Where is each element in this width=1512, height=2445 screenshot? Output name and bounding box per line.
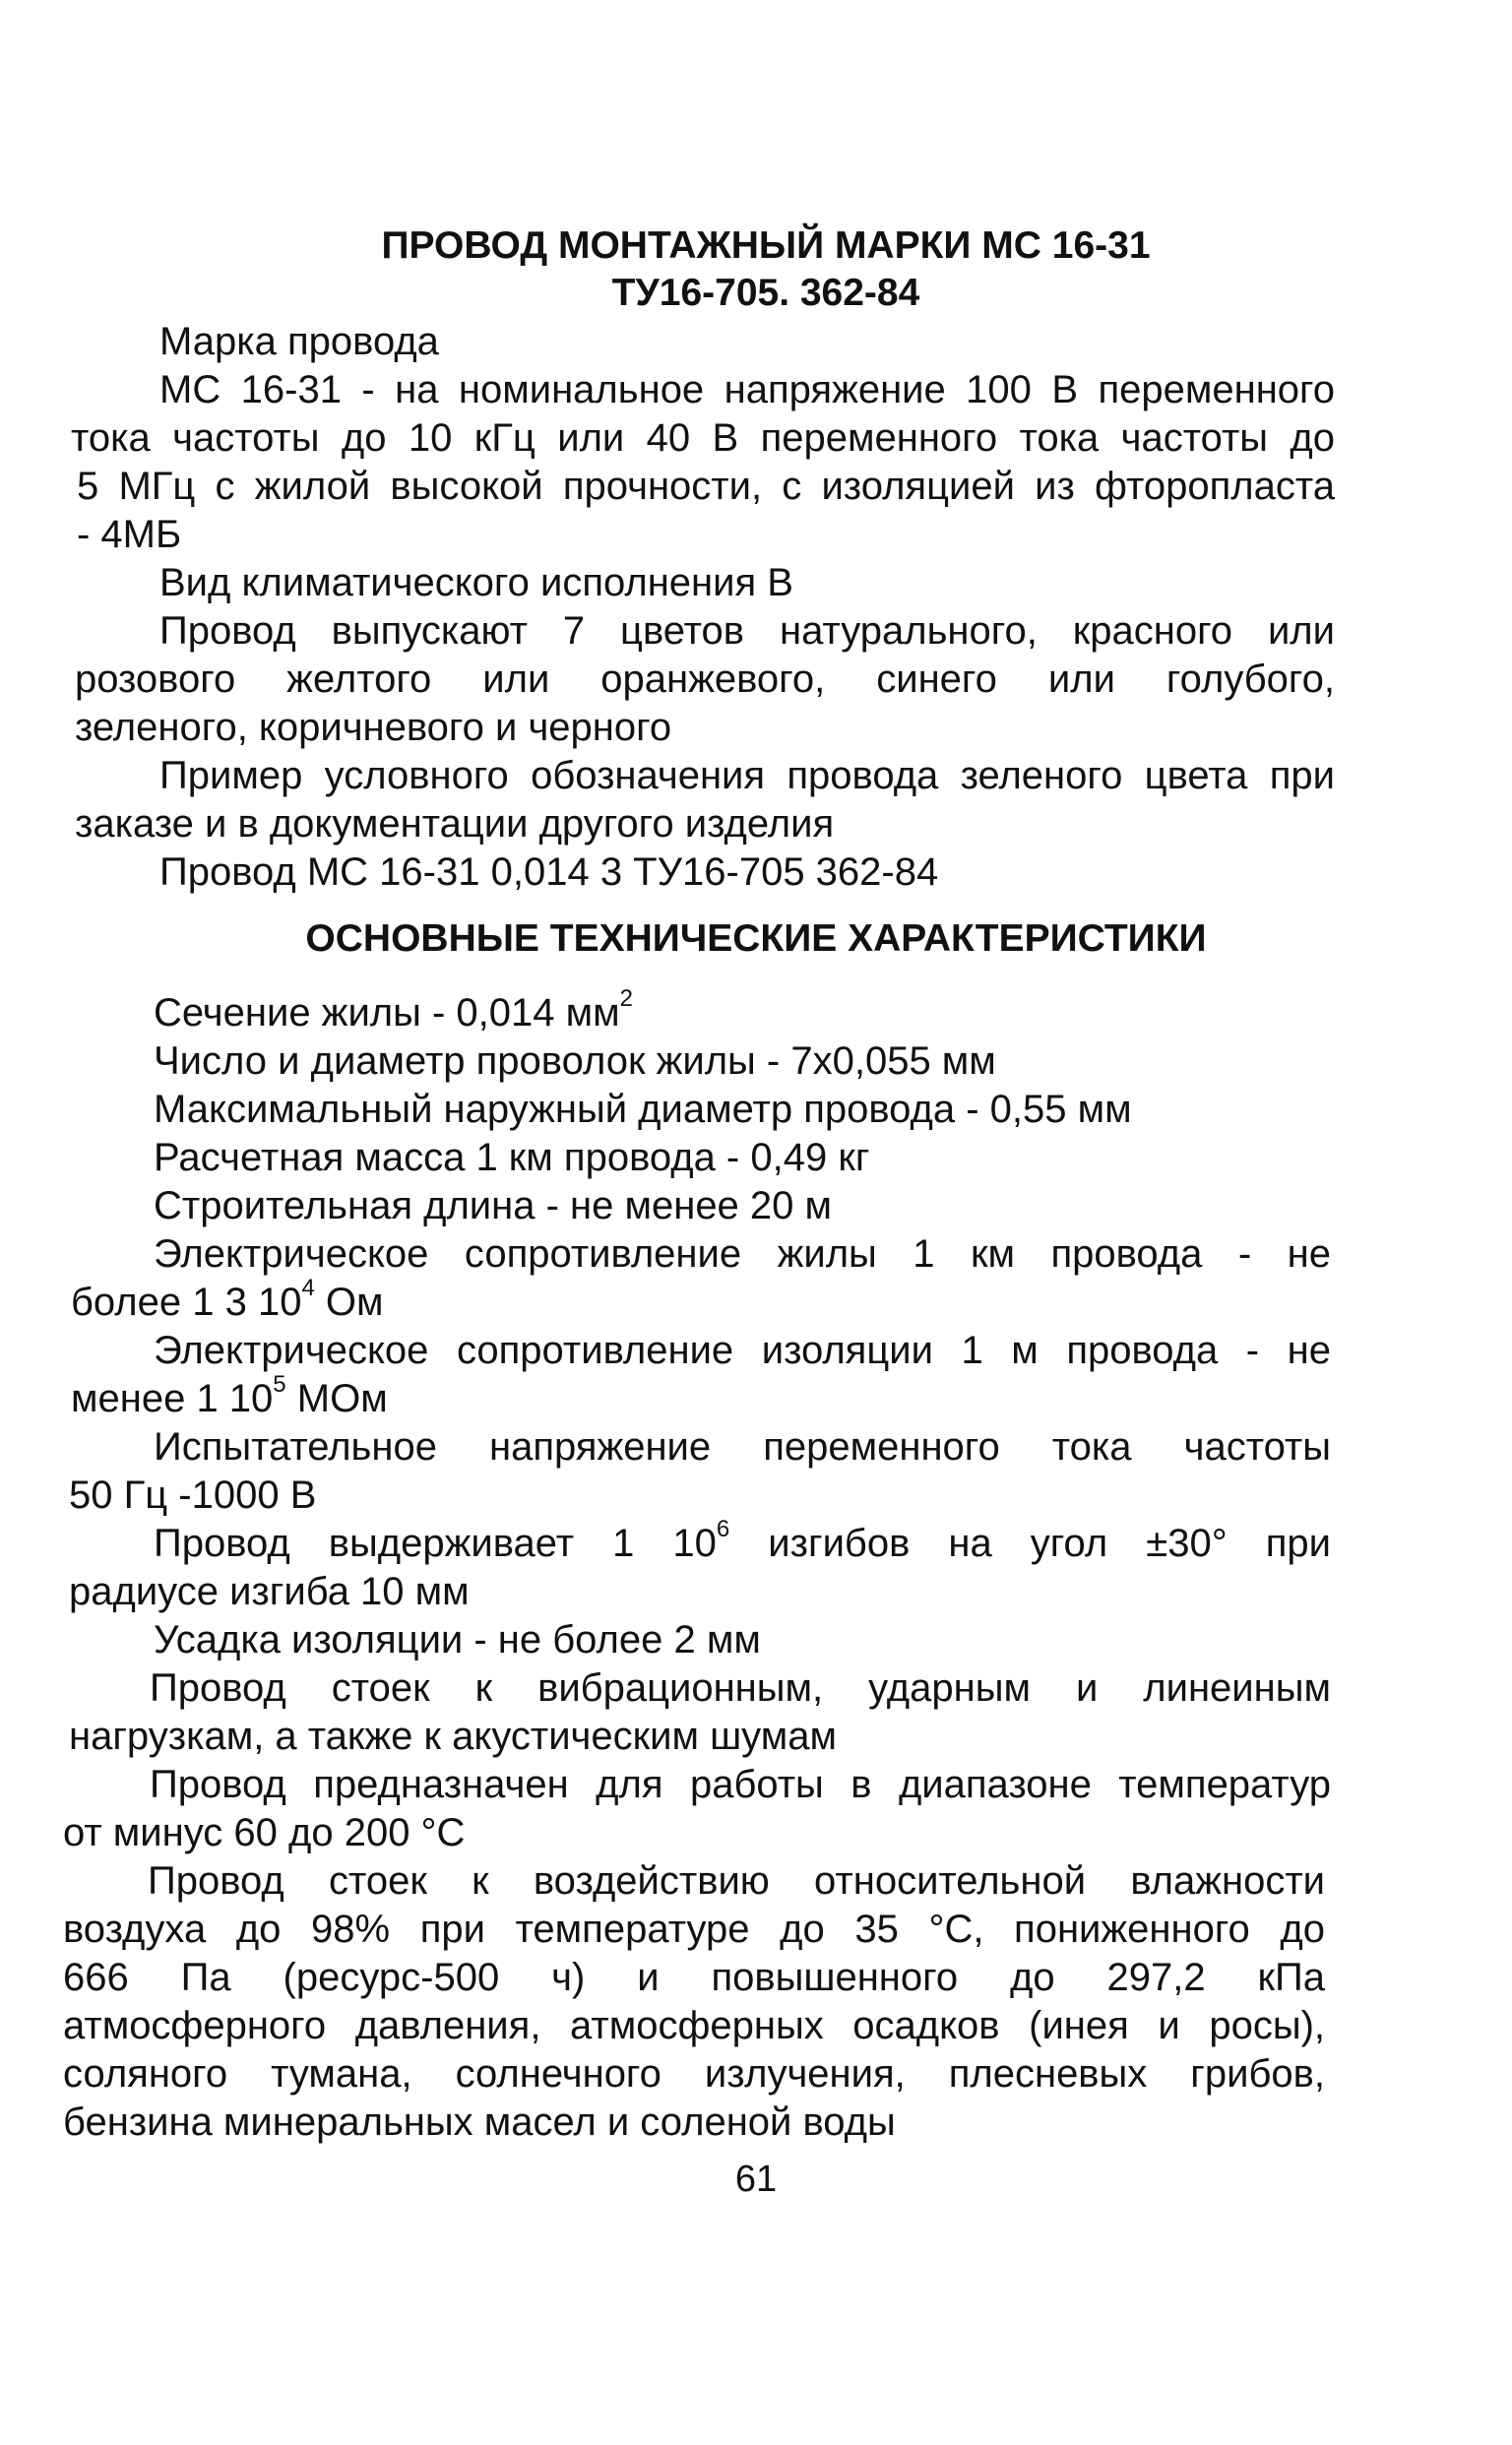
text-line: соляного тумана, солнечного излучения, плесневых грибов, [63, 2052, 1325, 2096]
spec-text: более 1 3 10 [71, 1281, 302, 1324]
text-line [0, 1370, 1512, 1422]
spec-cross-section [0, 984, 1512, 1036]
text-line: радиусе изгиба 10 мм [69, 1570, 470, 1613]
spec-text: менее 1 10 [71, 1377, 274, 1420]
text-line: атмосферного давления, атмосферных осадков (инея и росы), [63, 2004, 1325, 2047]
spec-outer-diameter: Максимальный наружный диаметр провода - 0,55 мм [154, 1088, 1132, 1131]
text-line [0, 1515, 1512, 1567]
spec-wires: Число и диаметр проволок жилы - 7х0,055 мм [154, 1039, 996, 1083]
superscript: 2 [619, 984, 633, 1012]
spec-text: Сечение жилы - 0,014 мм [154, 991, 620, 1034]
text-line: МС 16-31 - на номинальное напряжение 100 В переменного [159, 368, 1335, 411]
text-line: воздуха до 98% при температуре до 35 °С, пониженного до [63, 1908, 1325, 1951]
text-line: Провод выпускают 7 цветов натурального, красного или [159, 609, 1335, 653]
text-line: Электрическое сопротивление жилы 1 км провода - не [154, 1232, 1331, 1276]
text-line: Электрическое сопротивление изоляции 1 м провода - не [154, 1329, 1331, 1372]
climate-version: Вид климатического исполнения В [159, 561, 793, 604]
text-line: Пример условного обозначения провода зеленого цвета при [159, 754, 1335, 797]
brand-heading: Марка провода [159, 320, 439, 363]
text-line: 5 МГц с жилой высокой прочности, с изоляцией из фторопласта [77, 465, 1335, 508]
superscript: 5 [273, 1370, 286, 1398]
text-line: тока частоты до 10 кГц или 40 В переменного тока частоты до [71, 416, 1335, 460]
spec-shrinkage: Усадка изоляции - не более 2 мм [154, 1618, 761, 1661]
text-line: нагрузкам, а также к акустическим шумам [69, 1715, 837, 1758]
superscript: 4 [301, 1274, 315, 1301]
designation-example: Провод МС 16-31 0,014 3 ТУ16-705 362-84 [159, 850, 939, 894]
text-line: Провод стоек к вибрационным, ударным и линеиным [150, 1666, 1331, 1710]
text-line: Испытательное напряжение переменного тока частоты [154, 1425, 1331, 1469]
spec-text: Провод выдерживает 1 10 [154, 1522, 717, 1565]
page-number: 61 [734, 2159, 778, 2200]
text-line: зеленого, коричневого и черного [75, 706, 672, 749]
text-line: 50 Гц -1000 В [69, 1473, 317, 1517]
text-line: Провод предназначен для работы в диапазоне температур [150, 1763, 1331, 1806]
specs-heading: ОСНОВНЫЕ ТЕХНИЧЕСКИЕ ХАРАКТЕРИСТИКИ [305, 917, 1207, 960]
text-line: бензина минеральных масел и соленой воды [63, 2100, 896, 2144]
spec-unit: МОм [285, 1377, 388, 1420]
spec-unit: Ом [314, 1281, 384, 1324]
document-title: ПРОВОД МОНТАЖНЫЙ МАРКИ МС 16-31 [381, 224, 1151, 267]
spec-mass: Расчетная масса 1 км провода - 0,49 кг [154, 1136, 870, 1179]
text-line: - 4МБ [77, 513, 182, 556]
text-line [0, 1274, 1512, 1326]
text-line: 666 Па (ресурс-500 ч) и повышенного до 297,2 кПа [63, 1956, 1325, 1999]
document-subtitle: ТУ16-705. 362-84 [611, 272, 920, 314]
spec-text: изгибов на угол ±30° при [729, 1522, 1332, 1565]
text-line: от минус 60 до 200 °С [63, 1811, 466, 1854]
text-line: заказе и в документации другого изделия [75, 802, 835, 846]
superscript: 6 [716, 1515, 730, 1542]
text-line: Провод стоек к воздействию относительной влажности [148, 1859, 1325, 1903]
spec-length: Строительная длина - не менее 20 м [154, 1184, 833, 1227]
text-line: розового желтого или оранжевого, синего или голубого, [75, 658, 1335, 701]
